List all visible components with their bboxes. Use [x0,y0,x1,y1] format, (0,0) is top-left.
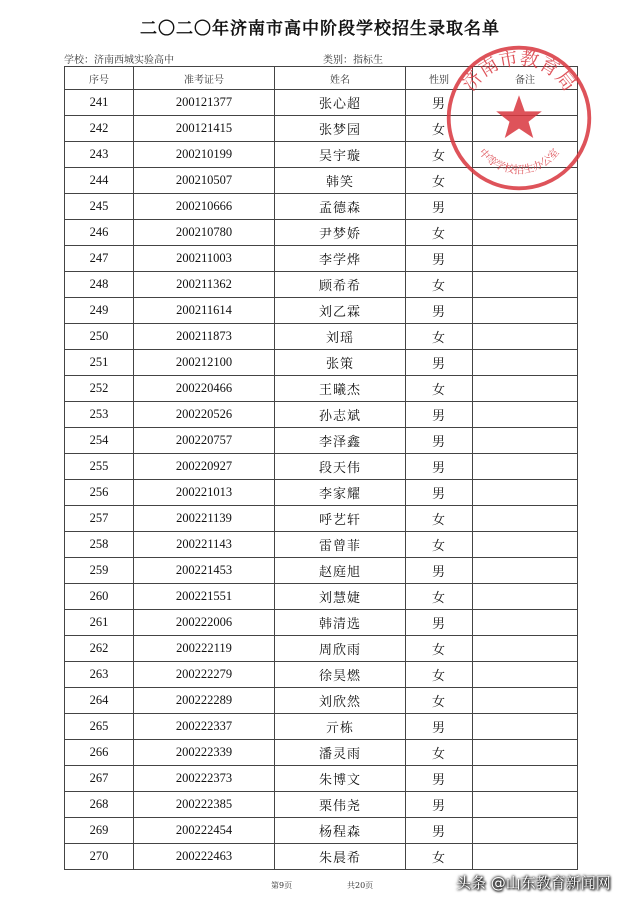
cell-remarks [473,584,578,610]
cell-exam-number: 200212100 [134,350,275,376]
cell-index: 255 [65,454,134,480]
cell-exam-number: 200222373 [134,766,275,792]
cell-exam-number: 200211362 [134,272,275,298]
cell-exam-number: 200220927 [134,454,275,480]
cell-name: 尹梦娇 [275,220,406,246]
table-row [65,246,578,272]
cell-index: 248 [65,272,134,298]
cell-exam-number: 200121415 [134,116,275,142]
page-title: 二〇二〇年济南市高中阶段学校招生录取名单 [140,19,500,39]
cell-index: 250 [65,324,134,350]
cell-name: 李家耀 [275,480,406,506]
cell-remarks [473,376,578,402]
header-name: 姓名 [275,67,406,90]
cell-gender: 男 [406,298,473,324]
table-row [65,480,578,506]
cell-gender: 女 [406,376,473,402]
cell-gender: 女 [406,116,473,142]
cell-index: 266 [65,740,134,766]
table-row [65,402,578,428]
cell-exam-number: 200221453 [134,558,275,584]
cell-index: 263 [65,662,134,688]
cell-exam-number: 200211614 [134,298,275,324]
cell-index: 259 [65,558,134,584]
cell-name: 栗伟尧 [275,792,406,818]
cell-gender: 女 [406,272,473,298]
cell-gender: 男 [406,402,473,428]
table-row [65,818,578,844]
cell-remarks [473,766,578,792]
cell-name: 刘乙霖 [275,298,406,324]
cell-remarks [473,688,578,714]
cell-remarks [473,506,578,532]
cell-name: 雷曾菲 [275,532,406,558]
cell-name: 孙志斌 [275,402,406,428]
cell-name: 徐昊燃 [275,662,406,688]
cell-gender: 女 [406,168,473,194]
cell-index: 247 [65,246,134,272]
cell-exam-number: 200222006 [134,610,275,636]
cell-index: 264 [65,688,134,714]
cell-gender: 女 [406,506,473,532]
table-row [65,298,578,324]
cell-gender: 男 [406,454,473,480]
table-header-row [65,67,578,90]
cell-exam-number: 200121377 [134,90,275,116]
cell-gender: 男 [406,246,473,272]
cell-gender: 女 [406,636,473,662]
cell-name: 周欣雨 [275,636,406,662]
cell-index: 268 [65,792,134,818]
cell-remarks [473,662,578,688]
cell-name: 李泽鑫 [275,428,406,454]
cell-index: 241 [65,90,134,116]
admission-table [64,66,578,870]
cell-gender: 女 [406,584,473,610]
cell-name: 赵庭旭 [275,558,406,584]
cell-name: 张策 [275,350,406,376]
table-row [65,220,578,246]
table-row [65,584,578,610]
cell-gender: 女 [406,740,473,766]
cell-index: 244 [65,168,134,194]
cell-name: 刘欣然 [275,688,406,714]
source-watermark: 头条 @山东教育新闻网 [456,874,611,892]
cell-index: 256 [65,480,134,506]
cell-index: 245 [65,194,134,220]
cell-remarks [473,636,578,662]
cell-index: 257 [65,506,134,532]
footer-page-number: 第9页 [271,881,293,890]
cell-name: 呼艺轩 [275,506,406,532]
cell-remarks [473,740,578,766]
cell-exam-number: 200222279 [134,662,275,688]
cell-name: 王曦杰 [275,376,406,402]
cell-exam-number: 200222337 [134,714,275,740]
header-gender: 性别 [406,67,473,90]
cell-exam-number: 200210199 [134,142,275,168]
cell-name: 段天伟 [275,454,406,480]
school-label: 学校：济南西城实验高中 [64,55,174,66]
table-row [65,194,578,220]
table-row [65,272,578,298]
table-row [65,506,578,532]
table-row [65,454,578,480]
cell-index: 253 [65,402,134,428]
header-index: 序号 [65,67,134,90]
cell-gender: 男 [406,792,473,818]
cell-exam-number: 200222339 [134,740,275,766]
cell-gender: 女 [406,662,473,688]
cell-exam-number: 200220466 [134,376,275,402]
table-row [65,376,578,402]
cell-name: 朱博文 [275,766,406,792]
cell-remarks [473,220,578,246]
table-body [65,90,578,870]
cell-exam-number: 200221139 [134,506,275,532]
cell-remarks [473,194,578,220]
cell-remarks [473,116,578,142]
cell-index: 252 [65,376,134,402]
cell-exam-number: 200220757 [134,428,275,454]
cell-remarks [473,402,578,428]
cell-gender: 男 [406,610,473,636]
cell-name: 韩清选 [275,610,406,636]
cell-exam-number: 200221143 [134,532,275,558]
footer-total-pages: 共20页 [347,881,374,890]
cell-index: 269 [65,818,134,844]
table-row [65,766,578,792]
cell-exam-number: 200222463 [134,844,275,870]
cell-gender: 男 [406,480,473,506]
cell-name: 韩笑 [275,168,406,194]
cell-remarks [473,532,578,558]
cell-remarks [473,844,578,870]
table-row [65,844,578,870]
cell-gender: 女 [406,220,473,246]
cell-exam-number: 200221013 [134,480,275,506]
cell-name: 张心超 [275,90,406,116]
table-row [65,792,578,818]
cell-name: 孟德森 [275,194,406,220]
cell-index: 251 [65,350,134,376]
cell-exam-number: 200221551 [134,584,275,610]
cell-exam-number: 200210507 [134,168,275,194]
cell-name: 张梦园 [275,116,406,142]
cell-exam-number: 200220526 [134,402,275,428]
cell-exam-number: 200211873 [134,324,275,350]
cell-name: 朱晨希 [275,844,406,870]
header-exam-number: 准考证号 [134,67,275,90]
cell-remarks [473,90,578,116]
cell-gender: 女 [406,324,473,350]
header-remarks: 备注 [473,67,578,90]
table-row [65,714,578,740]
cell-name: 刘慧婕 [275,584,406,610]
cell-index: 260 [65,584,134,610]
table-row [65,90,578,116]
cell-remarks [473,714,578,740]
cell-exam-number: 200222119 [134,636,275,662]
cell-remarks [473,480,578,506]
cell-index: 243 [65,142,134,168]
cell-index: 246 [65,220,134,246]
cell-index: 258 [65,532,134,558]
cell-index: 254 [65,428,134,454]
cell-gender: 女 [406,844,473,870]
table-row [65,740,578,766]
cell-remarks [473,428,578,454]
seal-subtext: 中等学校招生办公室 [476,146,562,177]
cell-name: 亓栋 [275,714,406,740]
cell-exam-number: 200222385 [134,792,275,818]
cell-gender: 男 [406,428,473,454]
table-row [65,324,578,350]
cell-gender: 男 [406,350,473,376]
cell-gender: 女 [406,142,473,168]
cell-index: 265 [65,714,134,740]
cell-remarks [473,454,578,480]
table-row [65,142,578,168]
cell-name: 刘瑶 [275,324,406,350]
seal-text: 济南市教育局 [458,47,580,96]
cell-gender: 男 [406,558,473,584]
cell-exam-number: 200222289 [134,688,275,714]
cell-exam-number: 200210666 [134,194,275,220]
cell-gender: 男 [406,714,473,740]
table-row [65,610,578,636]
cell-index: 267 [65,766,134,792]
cell-name: 顾希希 [275,272,406,298]
cell-remarks [473,818,578,844]
table-row [65,558,578,584]
cell-remarks [473,792,578,818]
table-row [65,350,578,376]
table-row [65,688,578,714]
table-row [65,636,578,662]
cell-index: 270 [65,844,134,870]
cell-name: 吴宇璇 [275,142,406,168]
table-row [65,116,578,142]
cell-remarks [473,142,578,168]
cell-index: 262 [65,636,134,662]
table-row [65,662,578,688]
cell-remarks [473,350,578,376]
cell-name: 潘灵雨 [275,740,406,766]
cell-exam-number: 200211003 [134,246,275,272]
cell-name: 杨程森 [275,818,406,844]
cell-remarks [473,558,578,584]
cell-index: 242 [65,116,134,142]
cell-index: 261 [65,610,134,636]
category-label: 类别：指标生 [323,55,383,66]
cell-gender: 男 [406,818,473,844]
cell-name: 李学烨 [275,246,406,272]
cell-gender: 男 [406,194,473,220]
table-row [65,532,578,558]
cell-remarks [473,610,578,636]
cell-remarks [473,324,578,350]
cell-gender: 女 [406,532,473,558]
cell-exam-number: 200222454 [134,818,275,844]
cell-remarks [473,246,578,272]
cell-index: 249 [65,298,134,324]
cell-exam-number: 200210780 [134,220,275,246]
cell-remarks [473,272,578,298]
cell-remarks [473,298,578,324]
cell-gender: 男 [406,90,473,116]
table-row [65,168,578,194]
table-row [65,428,578,454]
cell-gender: 男 [406,766,473,792]
cell-remarks [473,168,578,194]
cell-gender: 女 [406,688,473,714]
